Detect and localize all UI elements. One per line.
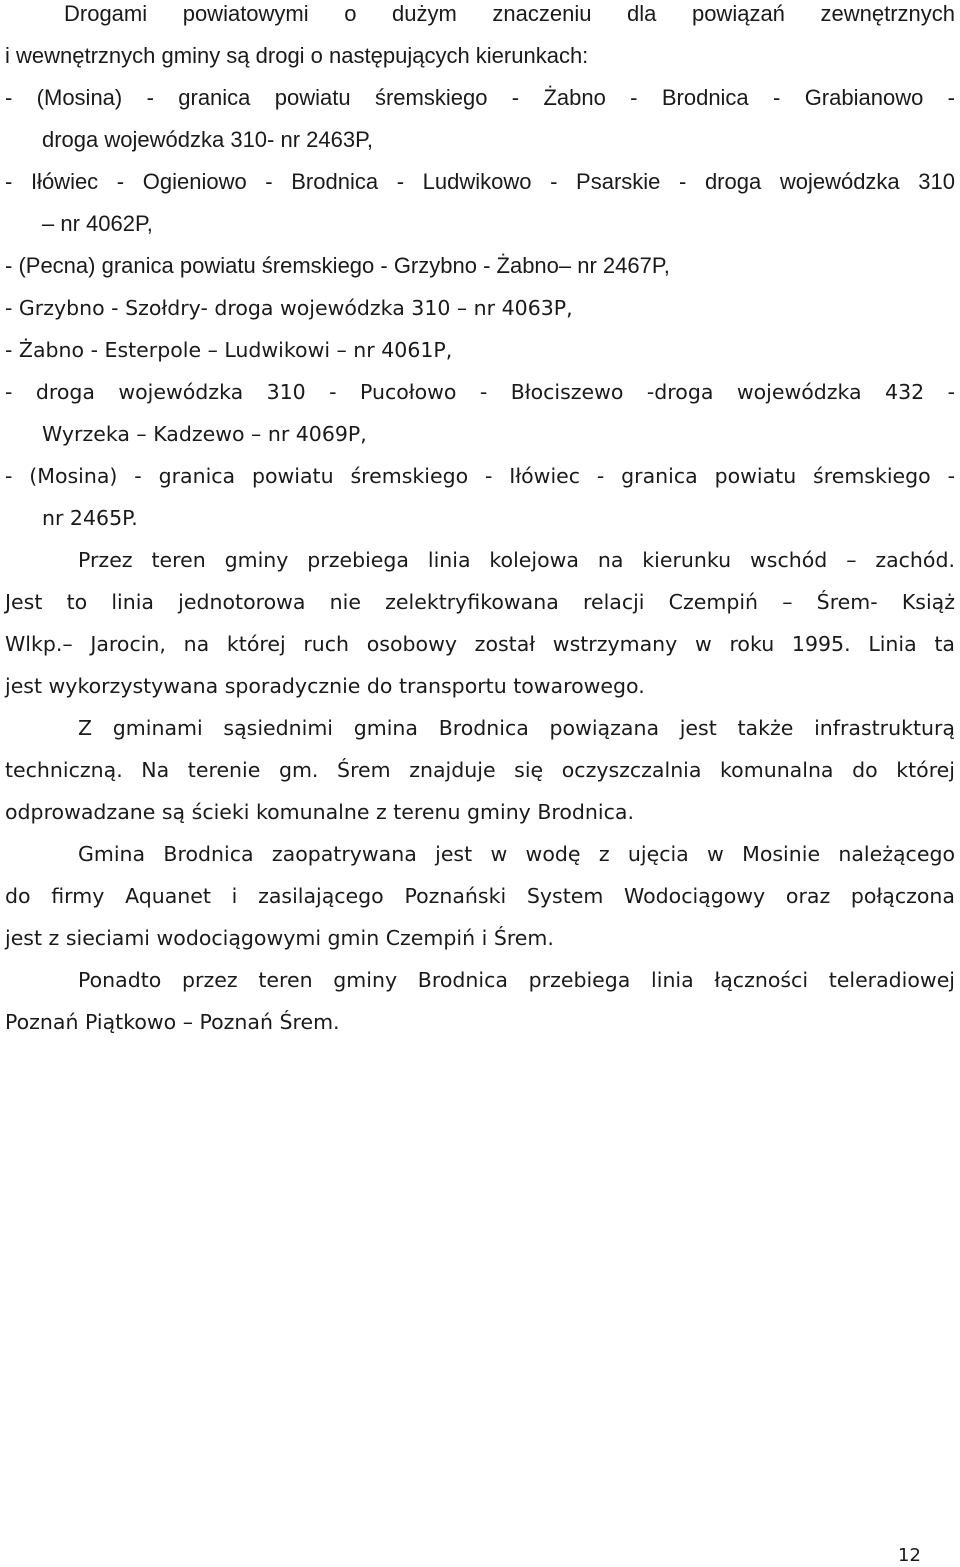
- text-line: i wewnętrznych gminy są drogi o następujących kierunkach:: [5, 43, 589, 68]
- road-list-item: - droga wojewódzka 310 - Pucołowo - Błociszewo -droga wojewódzka 432 -: [5, 380, 955, 404]
- page-number: 12: [898, 1545, 921, 1566]
- text-line: Gmina Brodnica zaopatrywana jest w wodę z ujęcia w Mosinie należącego: [78, 842, 955, 866]
- text-line: Przez teren gminy przebiega linia kolejowa na kierunku wschód – zachód.: [78, 548, 955, 572]
- road-list-item: - Żabno - Esterpole – Ludwikowi – nr 4061P,: [5, 338, 453, 362]
- text-line: Z gminami sąsiednimi gmina Brodnica powiązana jest także infrastrukturą: [78, 716, 955, 740]
- text-line: Jest to linia jednotorowa nie zelektryfikowana relacji Czempiń – Śrem- Książ: [5, 590, 955, 614]
- text-line: Ponadto przez teren gminy Brodnica przebiega linia łączności teleradiowej: [78, 968, 955, 992]
- road-list-item: - Iłówiec - Ogieniowo - Brodnica - Ludwikowo - Psarskie - droga wojewódzka 310: [5, 169, 955, 194]
- road-list-item: - (Mosina) - granica powiatu śremskiego - Żabno - Brodnica - Grabianowo -: [5, 85, 955, 110]
- road-list-item: - Grzybno - Szołdry- droga wojewódzka 310 – nr 4063P,: [5, 296, 573, 320]
- road-list-item: - (Mosina) - granica powiatu śremskiego - Iłówiec - granica powiatu śremskiego -: [5, 464, 955, 488]
- text-line: odprowadzane są ścieki komunalne z terenu gminy Brodnica.: [5, 800, 634, 824]
- text-line: Poznań Piątkowo – Poznań Śrem.: [5, 1010, 340, 1034]
- road-list-item-cont: – nr 4062P,: [42, 211, 153, 236]
- road-list-item-cont: nr 2465P.: [42, 506, 138, 530]
- text-line: Wlkp.– Jarocin, na której ruch osobowy został wstrzymany w roku 1995. Linia ta: [5, 632, 955, 656]
- text-line: Drogami powiatowymi o dużym znaczeniu dla powiązań zewnętrznych: [64, 1, 955, 26]
- text-line: techniczną. Na terenie gm. Śrem znajduje się oczyszczalnia komunalna do której: [5, 758, 955, 782]
- road-list-item: - (Pecna) granica powiatu śremskiego - Grzybno - Żabno– nr 2467P,: [5, 253, 670, 278]
- text-line: do firmy Aquanet i zasilającego Poznański System Wodociągowy oraz połączona: [5, 884, 955, 908]
- road-list-item-cont: droga wojewódzka 310- nr 2463P,: [42, 127, 374, 152]
- text-line: jest z sieciami wodociągowymi gmin Czempiń i Śrem.: [5, 926, 554, 950]
- road-list-item-cont: Wyrzeka – Kadzewo – nr 4069P,: [42, 422, 367, 446]
- text-line: jest wykorzystywana sporadycznie do transportu towarowego.: [5, 674, 645, 698]
